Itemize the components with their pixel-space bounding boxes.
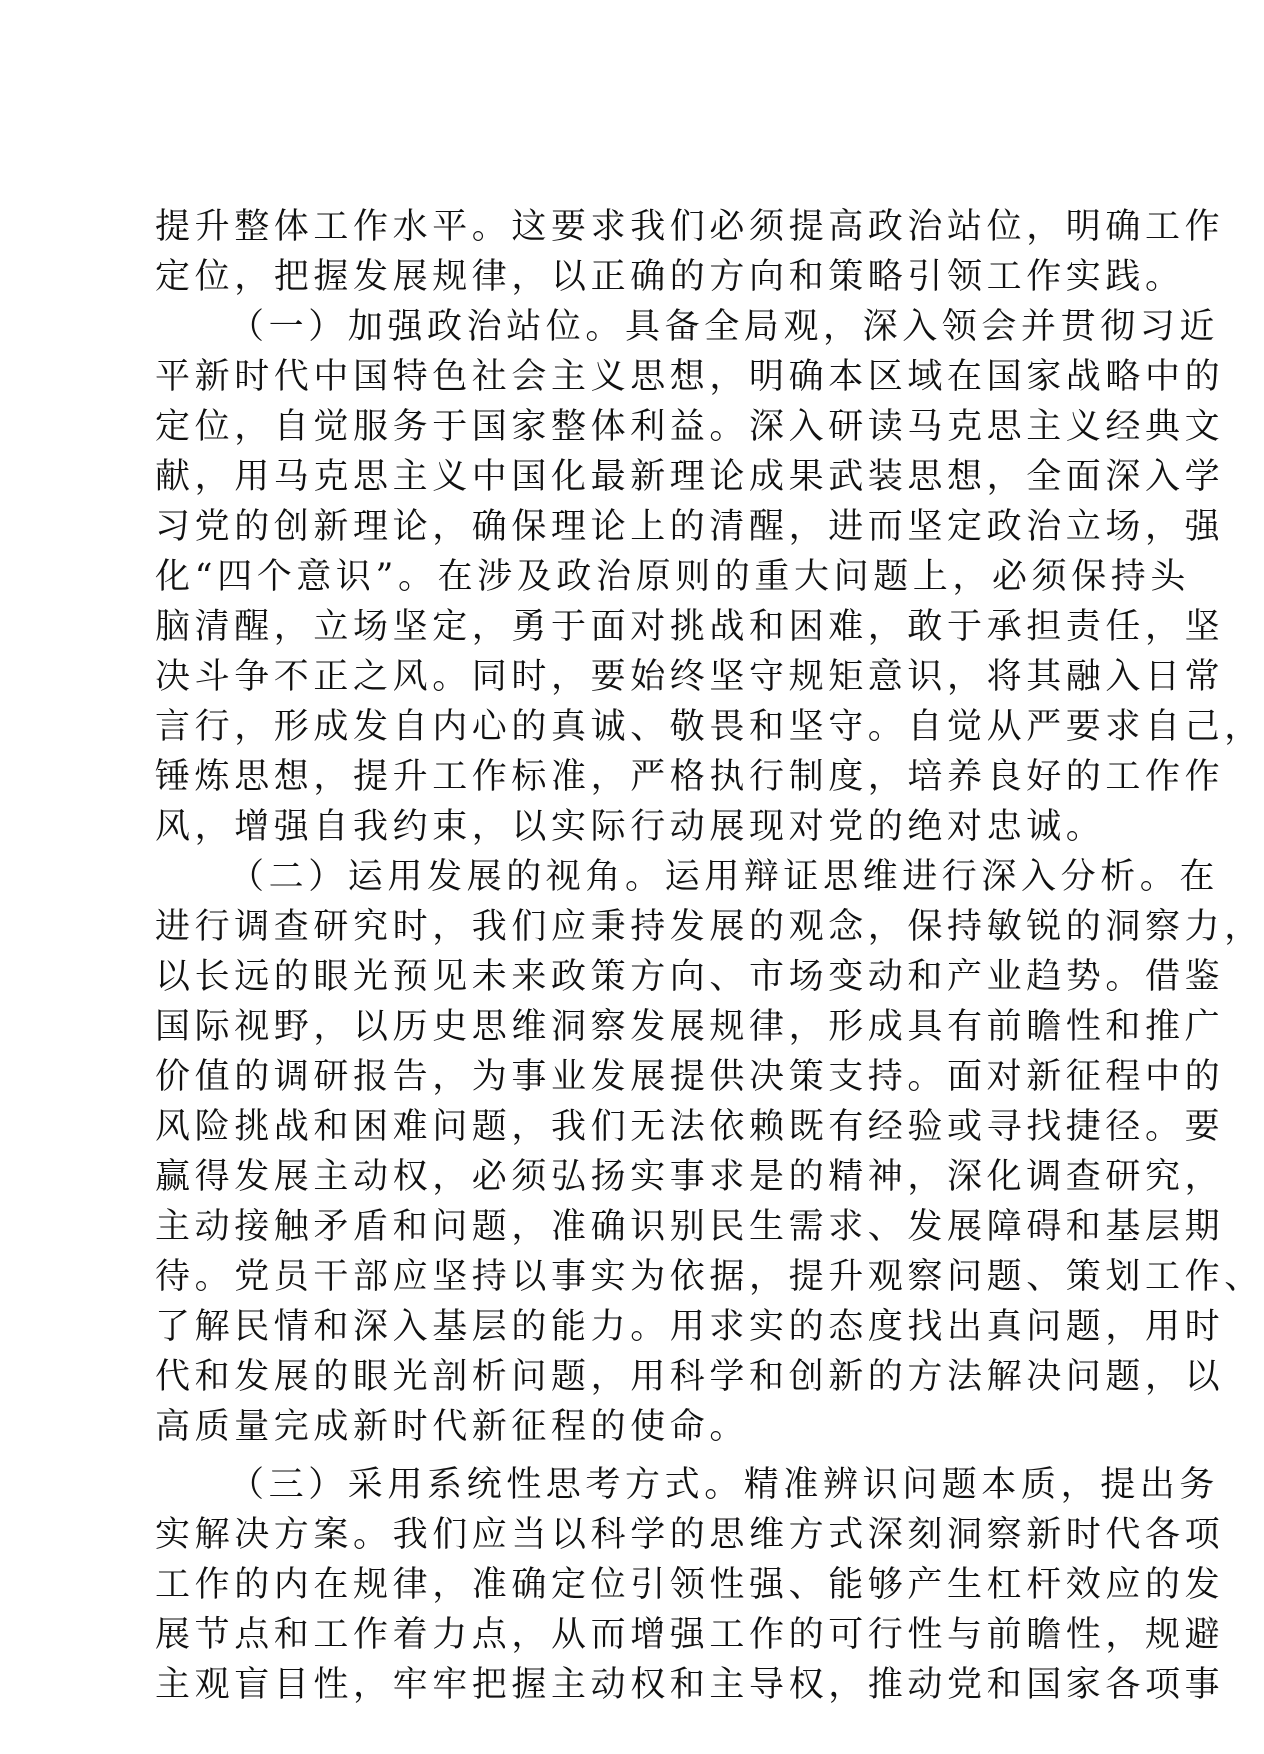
text-line: 主观盲目性，牢牢把握主动权和主导权，推动党和国家各项事: [155, 1665, 1225, 1705]
text-line: 献，用马克思主义中国化最新理论成果武装思想，全面深入学: [155, 457, 1225, 497]
text-line: 待。党员干部应坚持以事实为依据，提升观察问题、策划工作、: [155, 1257, 1264, 1297]
text-line: 言行，形成发自内心的真诚、敬畏和坚守。自觉从严要求自己，: [155, 707, 1264, 747]
text-line: 以长远的眼光预见未来政策方向、市场变动和产业趋势。借鉴: [155, 957, 1225, 997]
text-line: 国际视野，以历史思维洞察发展规律，形成具有前瞻性和推广: [155, 1007, 1225, 1047]
paragraph-section-3: [155, 1460, 1225, 1710]
text-line: 习党的创新理论，确保理论上的清醒，进而坚定政治立场，强: [155, 507, 1225, 547]
text-line: 脑清醒，立场坚定，勇于面对挑战和困难，敢于承担责任，坚: [155, 607, 1225, 647]
text-line: 提升整体工作水平。这要求我们必须提高政治站位，明确工作: [155, 207, 1225, 247]
text-line: 定位，自觉服务于国家整体利益。深入研读马克思主义经典文: [155, 407, 1225, 447]
text-line: 主动接触矛盾和问题，准确识别民生需求、发展障碍和基层期: [155, 1207, 1225, 1247]
paragraph-section-1: [155, 302, 1264, 852]
text-line: 风，增强自我约束，以实际行动展现对党的绝对忠诚。: [155, 807, 1106, 847]
text-line: 代和发展的眼光剖析问题，用科学和创新的方法解决问题，以: [155, 1357, 1225, 1397]
text-line: 实解决方案。我们应当以科学的思维方式深刻洞察新时代各项: [155, 1515, 1225, 1555]
section-heading-line: （三）采用系统性思考方式。精准辨识问题本质，提出务: [229, 1465, 1220, 1505]
text-line: 了解民情和深入基层的能力。用求实的态度找出真问题，用时: [155, 1307, 1225, 1347]
text-line: 价值的调研报告，为事业发展提供决策支持。面对新征程中的: [155, 1057, 1225, 1097]
text-line: 赢得发展主动权，必须弘扬实事求是的精神，深化调查研究，: [155, 1157, 1225, 1197]
document-body: [155, 202, 1264, 1710]
text-line: 展节点和工作着力点，从而增强工作的可行性与前瞻性，规避: [155, 1615, 1225, 1655]
text-line: 决斗争不正之风。同时，要始终坚守规矩意识，将其融入日常: [155, 657, 1225, 697]
text-line: 进行调查研究时，我们应秉持发展的观念，保持敏锐的洞察力，: [155, 907, 1264, 947]
text-line: 平新时代中国特色社会主义思想，明确本区域在国家战略中的: [155, 357, 1225, 397]
text-line: 高质量完成新时代新征程的使命。: [155, 1407, 750, 1447]
paragraph-intro: [155, 202, 1225, 302]
text-line: 定位，把握发展规律，以正确的方向和策略引领工作实践。: [155, 257, 1185, 297]
text-line: 工作的内在规律，准确定位引领性强、能够产生杠杆效应的发: [155, 1565, 1225, 1605]
paragraph-spacer: [155, 1452, 1085, 1460]
paragraph-section-2: [155, 852, 1264, 1452]
text-line: 化“四个意识”。在涉及政治原则的重大问题上，必须保持头: [155, 557, 1190, 597]
text-line: 锤炼思想，提升工作标准，严格执行制度，培养良好的工作作: [155, 757, 1225, 797]
section-heading-line: （二）运用发展的视角。运用辩证思维进行深入分析。在: [229, 857, 1220, 897]
text-line: 风险挑战和困难问题，我们无法依赖既有经验或寻找捷径。要: [155, 1107, 1225, 1147]
section-heading-line: （一）加强政治站位。具备全局观，深入领会并贯彻习近: [229, 307, 1220, 347]
